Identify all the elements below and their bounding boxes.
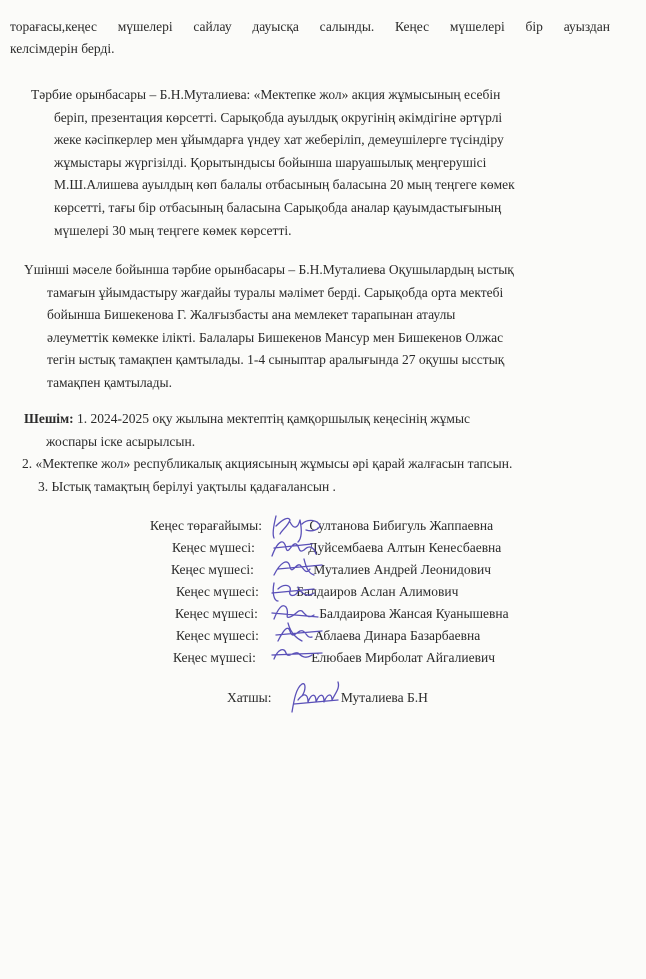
signature-scribble <box>268 641 326 667</box>
signature-role: Кеңес мүшесі: <box>172 540 255 555</box>
report-deputy-line: М.Ш.Алишева ауылдың көп балалы отбасының баласына 20 мың теңгеге көмек <box>54 177 515 193</box>
signature-row <box>172 538 501 558</box>
signature-role: Кеңес мүшесі: <box>173 650 256 665</box>
third-issue-line: әлеуметтік көмекке ілікті. Балалары Бишекенов Мансур мен Бишекенов Олжас <box>47 329 504 345</box>
report-deputy-first-line: Тәрбие орынбасары – Б.Н.Муталиева: «Мектепке жол» акция жұмысының есебін <box>31 87 501 102</box>
signature-row <box>171 560 491 580</box>
signature-role: Кеңес мүшесі: <box>176 628 259 643</box>
report-deputy-line: беріп, презентация көрсетті. Сарықобда ауылдық округiнiң әкiмдiгiне әртүрлі <box>54 109 503 125</box>
report-deputy-line: жұмыстары жүргізілді. Қорытындысы бойынша шаруашылық меңгерушісі <box>54 154 487 170</box>
signature-member-name: Дуйсембаева Алтын Кенесбаевна <box>308 540 502 555</box>
signature-row <box>175 604 509 624</box>
signature-role: Кеңес мүшесі: <box>176 584 259 599</box>
third-issue-line: тегін ыстық тамақпен қамтылады. 1-4 сыныптар аралығында 27 оқушы ысстық <box>47 352 505 368</box>
signature-role: Кеңес мүшесі: <box>171 562 254 577</box>
signature-member-name: Султанова Бибигуль Жаппаевна <box>309 518 494 533</box>
signature-row <box>173 648 495 668</box>
signature-member-name: Елюбаев Мирболат Айгалиевич <box>311 650 496 665</box>
intro-line-2: келсімдерін берді. <box>10 41 115 56</box>
secretary-name: Муталиева Б.Н <box>340 690 428 705</box>
signature-member-name: Балдаиров Аслан Алимович <box>296 584 459 599</box>
intro-paragraph <box>10 16 610 60</box>
decision-label: Шешім: <box>24 411 74 426</box>
third-issue-line: тамағын ұйымдастыру жағдайы туралы мәлімет берді. Сарықобда орта мектебі <box>47 284 504 300</box>
signature-member-name: Аблаева Динара Базарбаевна <box>314 628 481 643</box>
decision-item-1-continuation: жоспары іске асырылсын. <box>46 433 196 449</box>
secretary-signature-scribble <box>284 678 344 718</box>
third-issue-line: тамақпен қамтылады. <box>47 374 172 390</box>
signature-member-name: Муталиев Андрей Леонидович <box>313 562 492 577</box>
decision-item-1: 1. 2024-2025 оқу жылына мектептің қамқоршылық кеңесінің жұмыс <box>73 411 471 426</box>
report-deputy-line: көрсетті, тағы бір отбасының баласына Сарықобда аналар қауымдастығының <box>54 199 502 215</box>
signature-row <box>176 626 480 646</box>
report-deputy-line: мүшелері 30 мың теңгеге көмек көрсетті. <box>54 222 292 238</box>
signature-role: Кеңес мүшесі: <box>175 606 258 621</box>
decision-item-2: 2. «Мектепке жол» республикалық акциясының жұмысы әрі қарай жалғасын тапсын. <box>22 456 513 471</box>
intro-line-1: торағасы,кеңес мүшелері сайлау дауысқа салынды. Кеңес мүшелері бір ауыздан <box>10 19 610 34</box>
secretary-role: Хатшы: <box>227 690 272 705</box>
decision-item-3: 3. Ыстық тамақтың берілуі уақтылы қадағалансын . <box>38 478 336 494</box>
signature-role: Кеңес төрағайымы: <box>150 518 262 533</box>
decision-line-1 <box>24 411 470 426</box>
report-deputy-paragraph <box>31 84 591 242</box>
report-deputy-line: жеке кәсіпкерлер мен ұйымдарға үндеу хат жеберіліп, демеушілерге түсіндіру <box>54 132 504 148</box>
decision-section <box>24 408 614 498</box>
third-issue-first-line: Үшінші мәселе бойынша тәрбие орынбасары – Б.Н.Муталиева Оқушылардың ыстық <box>24 262 514 277</box>
third-issue-paragraph <box>24 259 609 395</box>
third-issue-line: бойынша Бишекенова Г. Жалғызбасты ана мемлекет тарапынан атаулы <box>47 307 456 323</box>
signature-member-name: Балдаирова Жансая Куанышевна <box>319 606 509 621</box>
